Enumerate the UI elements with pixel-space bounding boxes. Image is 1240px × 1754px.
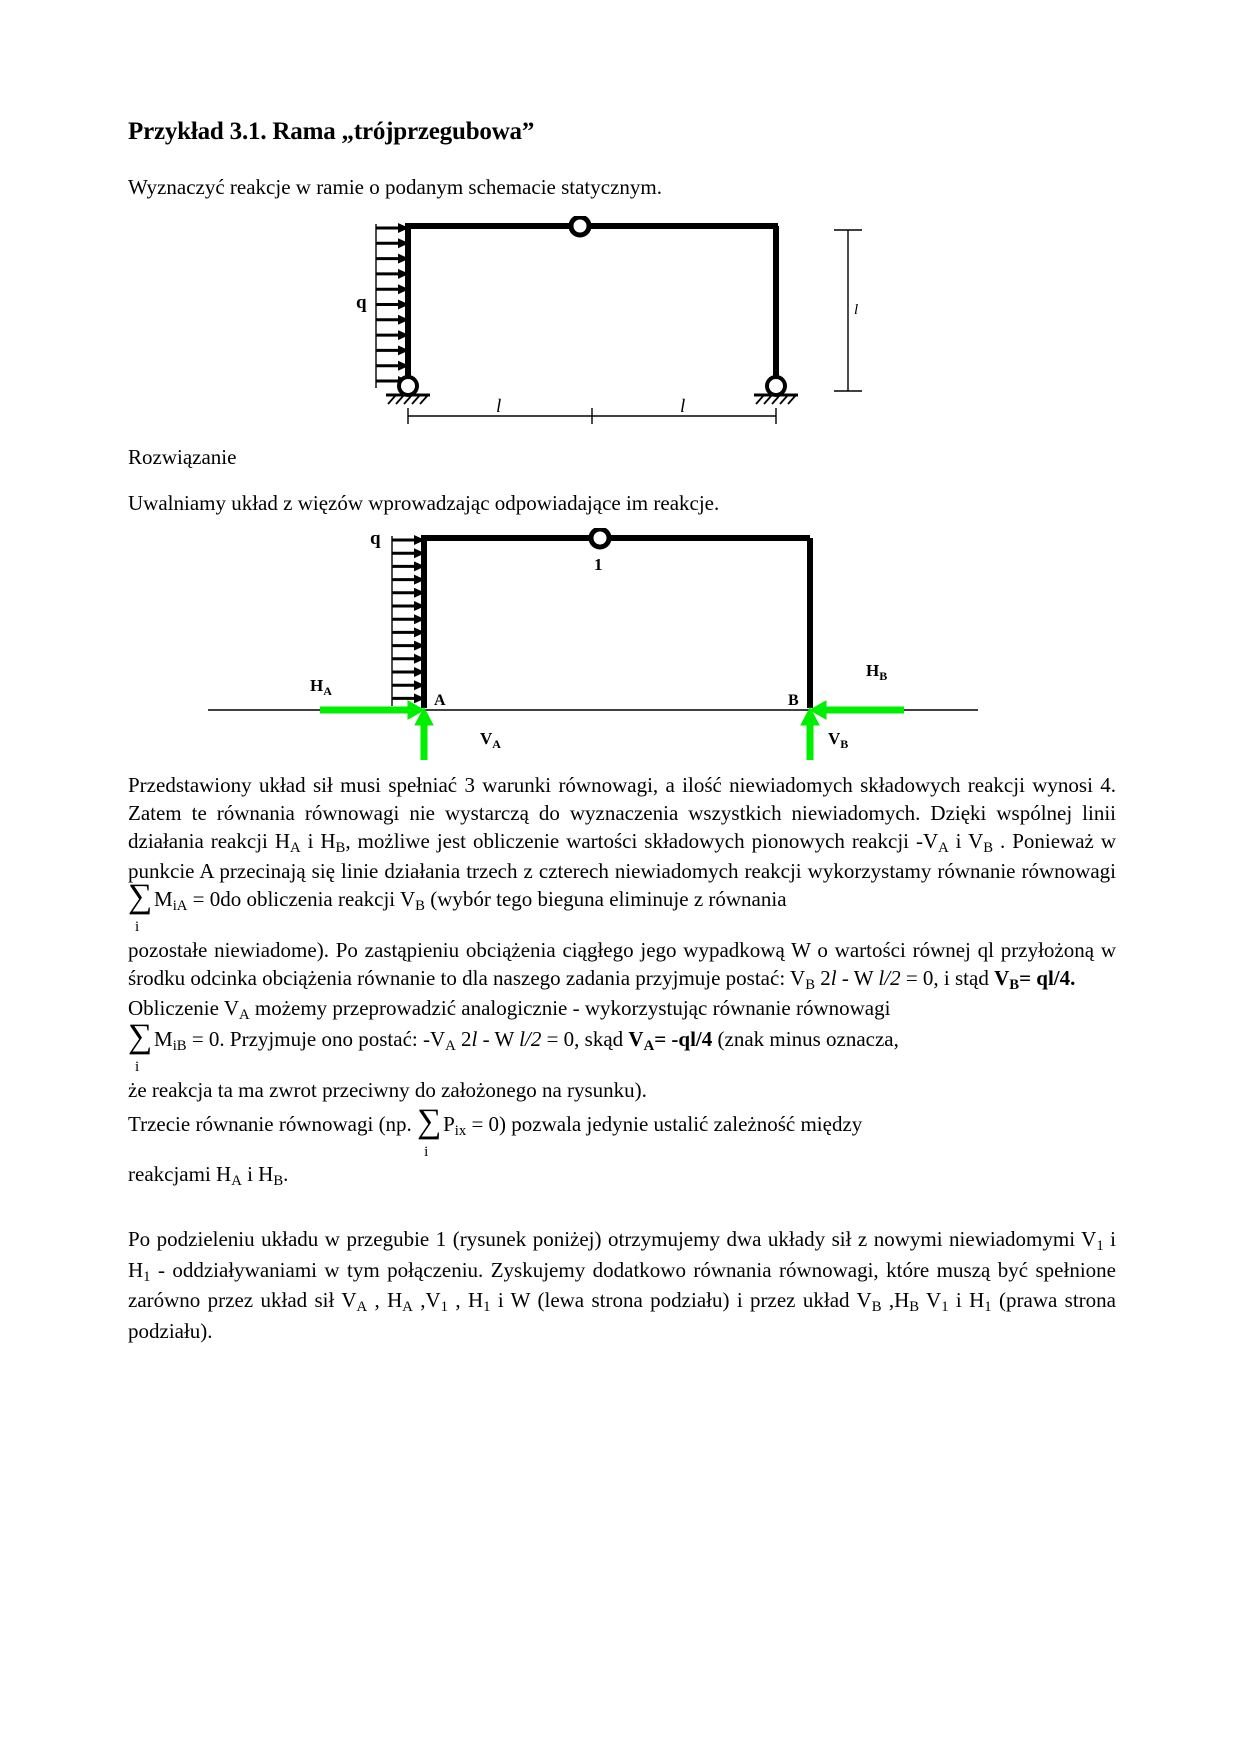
text-run: możemy przeprowadzić analogicznie - wykorzystując równanie równowagi: [249, 996, 891, 1021]
text-run: ,V: [412, 1288, 441, 1313]
subscript: 1: [483, 1299, 491, 1316]
paragraph-1: [128, 772, 1117, 936]
support-b-pin-1: [754, 377, 798, 404]
italic-run: l: [830, 965, 837, 990]
text-run: , możliwe jest obliczenie wartości składowych pionowych reakcji -V: [345, 828, 939, 853]
subscript: B: [335, 839, 346, 856]
equation-tail: = 0: [466, 1111, 500, 1136]
paragraph-4: [128, 1018, 1116, 1076]
subscript: A: [290, 839, 301, 856]
intro-paragraph: Wyznaczyć reakcje w ramie o podanym schemacie statycznym.: [128, 175, 662, 199]
solution-intro: Uwalniamy układ z więzów wprowadzając odpowiadające im reakcje.: [128, 490, 720, 515]
equation-sum-2: ∑ i: [128, 1018, 153, 1076]
distributed-load-arrows-1: [376, 223, 409, 388]
text-run: (wybór tego bieguna eliminuje z równania: [424, 887, 787, 912]
label-point-a: A: [434, 691, 446, 709]
dimension-line-span-1: [408, 408, 776, 424]
text-run: . Przyjmuje ono postać: -V: [219, 1027, 446, 1052]
text-run: = 0, i stąd: [900, 965, 995, 990]
text-run: , H: [448, 1288, 484, 1313]
italic-run: l/2: [519, 1027, 542, 1052]
text-run: Trzecie równanie równowagi (np.: [128, 1111, 418, 1136]
text-run: . Ponieważ w punkcie A przecinają się linie działania trzech z czterech niewiadomych reakcji wykorzystamy równanie równowagi: [128, 828, 1117, 884]
subscript: ix: [454, 1122, 467, 1139]
subscript: B: [415, 898, 425, 915]
subscript: iA: [172, 898, 188, 915]
body-text: [128, 772, 1116, 1346]
text-run: , H: [367, 1288, 403, 1313]
reaction-arrow-va: [415, 708, 433, 760]
equation-symbol: P: [443, 1111, 455, 1136]
subscript: B: [273, 1173, 284, 1190]
label-va: $V_A$: [480, 728, 501, 751]
paragraph-6: [128, 1102, 1116, 1160]
paragraph-7: [128, 1161, 1116, 1192]
equation-symbol: M: [154, 1027, 173, 1052]
text-run: V: [919, 1288, 942, 1313]
figure-free-body: [128, 528, 1116, 768]
text-run: Obliczenie V: [128, 996, 239, 1021]
subscript: A: [402, 1299, 413, 1316]
bold-run: = -ql/4: [654, 1027, 713, 1052]
label-point-b: B: [788, 691, 799, 709]
label-vb: $V_B$: [828, 728, 849, 751]
bold-run: = ql/4.: [1019, 965, 1076, 990]
subscript: B: [871, 1299, 882, 1316]
text-run: i V: [948, 828, 984, 853]
text-run: reakcjami H: [128, 1162, 232, 1187]
frame-member-lines-1: [405, 226, 778, 384]
label-height-l-1: l: [854, 301, 859, 318]
equation-sum-1: ∑ i: [128, 878, 153, 936]
text-run: i H: [241, 1162, 274, 1187]
equation-sum-3: ∑ i: [417, 1102, 442, 1160]
paragraph-5: że reakcja ta ma zwrot przeciwny do założonego na rysunku).: [128, 1077, 647, 1102]
text-run: 2: [455, 1027, 472, 1052]
paragraph-3: [128, 995, 1116, 1026]
label-load-q-2: q: [370, 527, 381, 549]
subscript: 1: [941, 1299, 949, 1316]
text-run: - oddziaływaniami w tym połączeniu. Zyskujemy dodatkowo równania równowagi, które muszą być spełnione zarówno przez układ sił V: [128, 1257, 1116, 1313]
subscript: 1: [984, 1299, 992, 1316]
text-run: ) pozwala jedynie ustalić zależność między: [499, 1111, 863, 1136]
subscript: B: [983, 839, 994, 856]
reaction-arrow-vb: [801, 708, 819, 760]
subscript: A: [445, 1038, 456, 1055]
distributed-load-arrows-2: [392, 535, 425, 706]
text-run: ,H: [881, 1288, 910, 1313]
equation-tail: = 0: [187, 887, 221, 912]
subscript: B: [1009, 976, 1020, 993]
italic-run: l/2: [878, 965, 901, 990]
figure-static-scheme: [128, 216, 1116, 434]
subscript: B: [909, 1299, 920, 1316]
hinge-joint-1: [571, 217, 589, 235]
hinge-joint-2: [591, 529, 609, 547]
subscript: iB: [172, 1038, 187, 1055]
document-content: [128, 118, 1116, 1346]
text-run: i W (lewa strona podziału) i przez układ V: [490, 1288, 872, 1313]
page-title: Przykład 3.1. Rama „trójprzegubowa”: [128, 118, 535, 145]
subscript: 1: [1096, 1238, 1104, 1255]
subscript: 1: [143, 1268, 151, 1285]
paragraph-2: [128, 937, 1116, 996]
subscript: A: [938, 839, 949, 856]
frame-member-lines-2: [421, 538, 810, 708]
text-run: Przedstawiony układ sił musi spełniać 3 warunki równowagi, a ilość niewiadomych składowych reakcji wynosi 4. Zatem te równania równowagi nie wystarczą do wyznaczenia wszystkich niewiadomych. Dzięki wspólnej linii działania reakcji H: [128, 772, 1116, 853]
italic-run: l: [471, 1027, 478, 1052]
text-run: 2: [815, 965, 831, 990]
text-run: = 0, skąd: [541, 1027, 629, 1052]
text-run: - W: [477, 1027, 520, 1052]
label-span-right-1: l: [680, 395, 686, 417]
bold-run: V: [994, 965, 1010, 990]
text-run: pozostałe niewiadome). Po zastąpieniu obciążenia ciągłego jego wypadkową W o wartości równej ql przyłożoną w środku odcinka obciążenia równanie to dla naszego zadania przyjmuje postać: V: [128, 937, 1116, 990]
label-hb: $H_B$: [866, 660, 888, 683]
label-load-q-1: q: [356, 291, 367, 313]
subscript: A: [356, 1299, 368, 1316]
subscript: A: [643, 1038, 655, 1055]
solution-heading: Rozwiązanie: [128, 444, 237, 469]
text-run: .: [283, 1162, 289, 1187]
text-run: (prawa strona podziału).: [128, 1288, 1116, 1343]
label-hinge-1: 1: [594, 554, 603, 574]
text-run: (znak minus oznacza,: [712, 1027, 899, 1052]
paragraph-8: [128, 1226, 1116, 1346]
label-span-left-1: l: [496, 395, 502, 417]
text-run: i H: [948, 1288, 985, 1313]
text-run: i H: [128, 1226, 1116, 1282]
text-run: do obliczenia reakcji V: [220, 887, 416, 912]
subscript: 1: [440, 1299, 448, 1316]
text-run: i H: [300, 828, 336, 853]
equation-symbol: M: [154, 887, 173, 912]
reaction-arrow-hb: [810, 701, 904, 719]
subscript: A: [231, 1173, 242, 1190]
text-run: Po podzieleniu układu w przegubie 1 (rysunek poniżej) otrzymujemy dwa układy sił z nowymi niewiadomymi V: [128, 1226, 1097, 1251]
equation-tail: = 0: [186, 1027, 220, 1052]
reaction-arrow-ha: [320, 701, 424, 719]
subscript: A: [239, 1007, 250, 1024]
bold-run: V: [628, 1027, 644, 1052]
label-ha: $H_A$: [310, 675, 332, 698]
subscript: B: [805, 976, 815, 993]
text-run: - W: [836, 965, 879, 990]
